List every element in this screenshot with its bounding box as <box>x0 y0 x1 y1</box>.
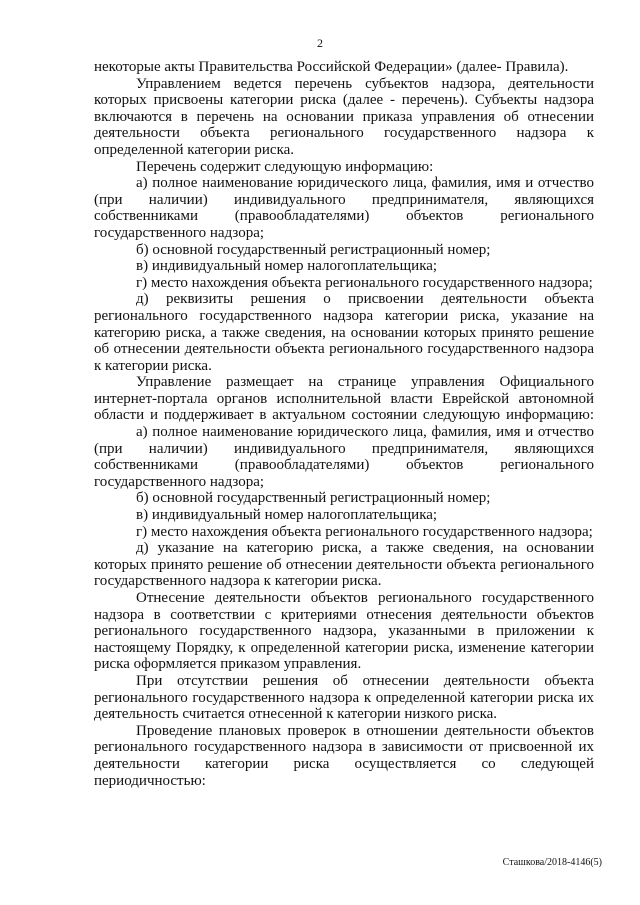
text-line: к категории риска. <box>94 357 212 374</box>
text-line: Отнесение деятельности объектов регионального государственного <box>136 590 594 606</box>
text-line: в) индивидуальный номер налогоплательщика; <box>136 507 438 524</box>
text-line: б) основной государственный регистрационный номер; <box>136 241 491 258</box>
text-line: категорию риска, а также сведения, на основании которых принято решение <box>94 324 594 341</box>
text-line: регионального государственного надзора, указанными в приложении к <box>94 623 594 640</box>
text-line: некоторые акты Правительства Российской Федерации» (далее- Правила). <box>94 59 569 75</box>
text-line: деятельность считается отнесенной к категории низкого риска. <box>94 706 498 723</box>
text-line: области и поддерживает в актуальном состоянии следующую информацию: <box>94 407 594 424</box>
text-line: риска оформляется приказом управления. <box>94 656 362 673</box>
text-line: б) основной государственный регистрационный номер; <box>136 490 491 507</box>
text-line: г) место нахождения объекта регионального государственного надзора; <box>136 523 593 540</box>
text-line: государственного надзора; <box>94 473 265 490</box>
text-line: определенной категории риска. <box>94 141 295 158</box>
text-line: настоящему Порядку, к определенной категории риска, изменение категории <box>94 639 594 656</box>
text-line: государственного надзора; <box>94 224 265 241</box>
text-line: (при наличии) индивидуального предпринимателя, являющихся <box>94 191 594 208</box>
text-line: собственниками (правообладателями) объектов регионального <box>94 208 594 225</box>
text-line: регионального государственного надзора категории риска, указание на <box>94 307 594 324</box>
document-code: Сташкова/2018-4146(5) <box>502 857 602 868</box>
text-line: Управление размещает на странице управления Официального <box>136 374 594 391</box>
text-line: Управлением ведется перечень субъектов надзора, деятельности <box>136 75 594 92</box>
text-line: которых принято решение об отнесении деятельности объекта регионального <box>94 556 594 573</box>
text-line: Проведение плановых проверок в отношении деятельности объектов <box>136 722 594 739</box>
text-line: а) полное наименование юридического лица, фамилия, имя и отчество <box>136 424 594 441</box>
text-line: деятельности категории риска осуществляется со следующей <box>94 755 594 772</box>
text-line: Перечень содержит следующую информацию: <box>136 158 434 175</box>
text-line: в) индивидуальный номер налогоплательщика; <box>136 258 438 275</box>
text-line: включаются в перечень на основании приказа управления об отнесении <box>94 108 594 125</box>
text-line: периодичностью: <box>94 772 206 789</box>
text-line: государственного надзора к категории риска. <box>94 573 382 590</box>
text-line: регионального государственного надзора в зависимости от присвоенной их <box>94 739 594 756</box>
document-body <box>94 59 594 789</box>
text-line: об отнесении деятельности объекта регионального государственного надзора <box>94 341 594 358</box>
text-line: д) указание на категорию риска, а также сведения, на основании <box>136 540 594 557</box>
text-line: г) место нахождения объекта регионального государственного надзора; <box>136 274 593 291</box>
text-line: интернет-портала органов исполнительной власти Еврейской автономной <box>94 390 594 407</box>
text-line: а) полное наименование юридического лица, фамилия, имя и отчество <box>136 175 594 192</box>
text-line: При отсутствии решения об отнесении деятельности объекта <box>136 672 594 689</box>
text-line: которых присвоены категории риска (далее - перечень). Субъекты надзора <box>94 92 594 109</box>
page-number: 2 <box>317 36 323 50</box>
text-line: регионального государственного надзора к определенной категории риска их <box>94 689 594 706</box>
text-line: собственниками (правообладателями) объектов регионального <box>94 457 594 474</box>
text-line: д) реквизиты решения о присвоении деятельности объекта <box>136 291 594 308</box>
text-line: деятельности объекта регионального государственного надзора к <box>94 125 594 142</box>
text-line: (при наличии) индивидуального предпринимателя, являющихся <box>94 440 594 457</box>
text-line: надзора в соответствии с критериями отнесения деятельности объектов <box>94 606 594 623</box>
